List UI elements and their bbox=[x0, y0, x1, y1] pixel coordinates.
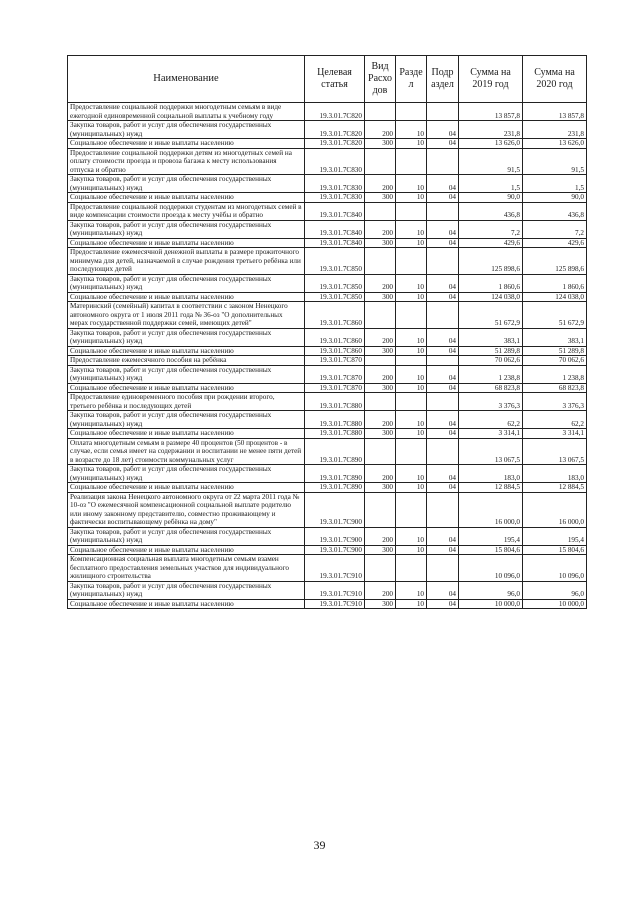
row-subsection bbox=[427, 302, 459, 329]
row-subsection: 04 bbox=[427, 581, 459, 599]
row-sum-2019: 70 062,6 bbox=[459, 356, 523, 366]
row-subsection: 04 bbox=[427, 346, 459, 356]
row-sum-2020: 96,0 bbox=[523, 581, 587, 599]
row-target-article: 19.3.01.7С870 bbox=[305, 356, 365, 366]
table-row bbox=[68, 581, 587, 599]
row-sum-2020: 91,5 bbox=[523, 148, 587, 175]
row-name: Закупка товаров, работ и услуг для обеспечения государственных (муниципальных) нужд bbox=[68, 527, 305, 545]
row-sum-2019: 91,5 bbox=[459, 148, 523, 175]
row-sum-2020: 12 884,5 bbox=[523, 483, 587, 493]
row-subsection bbox=[427, 103, 459, 121]
row-expense-type: 300 bbox=[365, 545, 396, 555]
row-expense-type: 200 bbox=[365, 411, 396, 429]
row-section: 10 bbox=[396, 411, 427, 429]
row-target-article: 19.3.01.7С910 bbox=[305, 555, 365, 582]
row-subsection: 04 bbox=[427, 429, 459, 439]
row-section bbox=[396, 103, 427, 121]
row-expense-type bbox=[365, 148, 396, 175]
table-row bbox=[68, 175, 587, 193]
row-target-article: 19.3.01.7С890 bbox=[305, 438, 365, 465]
row-sum-2019: 10 000,0 bbox=[459, 599, 523, 609]
row-sum-2019: 7,2 bbox=[459, 220, 523, 238]
row-expense-type: 200 bbox=[365, 328, 396, 346]
row-section: 10 bbox=[396, 121, 427, 139]
row-sum-2020: 10 096,0 bbox=[523, 555, 587, 582]
row-target-article: 19.3.01.7С840 bbox=[305, 220, 365, 238]
row-subsection: 04 bbox=[427, 139, 459, 149]
row-subsection bbox=[427, 492, 459, 527]
row-name: Предоставление социальной поддержки детям из многодетных семей на оплату стоимости проезда и провоза багажа к месту использования отпуска и обратно bbox=[68, 148, 305, 175]
row-section bbox=[396, 302, 427, 329]
row-sum-2019: 51 672,9 bbox=[459, 302, 523, 329]
table-row bbox=[68, 139, 587, 149]
row-expense-type: 300 bbox=[365, 429, 396, 439]
row-section bbox=[396, 356, 427, 366]
row-section bbox=[396, 202, 427, 220]
row-sum-2019: 13 067,5 bbox=[459, 438, 523, 465]
row-section: 10 bbox=[396, 365, 427, 383]
row-expense-type: 200 bbox=[365, 581, 396, 599]
table-row bbox=[68, 148, 587, 175]
row-expense-type bbox=[365, 356, 396, 366]
row-expense-type: 200 bbox=[365, 121, 396, 139]
row-subsection bbox=[427, 148, 459, 175]
row-target-article: 19.3.01.7С870 bbox=[305, 383, 365, 393]
row-target-article: 19.3.01.7С850 bbox=[305, 274, 365, 292]
table-row bbox=[68, 393, 587, 411]
table-row bbox=[68, 383, 587, 393]
row-sum-2020: 10 000,0 bbox=[523, 599, 587, 609]
row-expense-type bbox=[365, 555, 396, 582]
row-target-article: 19.3.01.7С890 bbox=[305, 483, 365, 493]
row-sum-2020: 125 898,6 bbox=[523, 248, 587, 275]
row-subsection: 04 bbox=[427, 175, 459, 193]
row-sum-2019: 124 038,0 bbox=[459, 292, 523, 302]
row-subsection: 04 bbox=[427, 274, 459, 292]
row-target-article: 19.3.01.7С860 bbox=[305, 328, 365, 346]
row-name: Оплата многодетным семьям в размере 40 процентов (50 процентов - в случае, если семья имеет на содержании и воспитании не менее пяти детей в возрасте до 18 лет) стоимости коммунальных услуг bbox=[68, 438, 305, 465]
row-sum-2019: 68 823,8 bbox=[459, 383, 523, 393]
row-subsection bbox=[427, 393, 459, 411]
row-subsection: 04 bbox=[427, 220, 459, 238]
table-row bbox=[68, 545, 587, 555]
row-section: 10 bbox=[396, 328, 427, 346]
row-target-article: 19.3.01.7С880 bbox=[305, 429, 365, 439]
row-name: Предоставление социальной поддержки студентам из многодетных семей в виде компенсации стоимости проезда к месту учёбы и обратно bbox=[68, 202, 305, 220]
row-sum-2020: 231,8 bbox=[523, 121, 587, 139]
row-subsection: 04 bbox=[427, 599, 459, 609]
row-target-article: 19.3.01.7С830 bbox=[305, 175, 365, 193]
table-row bbox=[68, 411, 587, 429]
row-name: Социальное обеспечение и иные выплаты населению bbox=[68, 346, 305, 356]
row-target-article: 19.3.01.7С860 bbox=[305, 302, 365, 329]
row-sum-2020: 3 314,1 bbox=[523, 429, 587, 439]
header-sum-2020: Сумма на 2020 год bbox=[523, 56, 587, 103]
row-section: 10 bbox=[396, 429, 427, 439]
row-sum-2019: 1,5 bbox=[459, 175, 523, 193]
row-expense-type bbox=[365, 438, 396, 465]
table-row bbox=[68, 274, 587, 292]
row-sum-2019: 231,8 bbox=[459, 121, 523, 139]
row-target-article: 19.3.01.7С890 bbox=[305, 465, 365, 483]
row-section: 10 bbox=[396, 599, 427, 609]
row-sum-2019: 1 860,6 bbox=[459, 274, 523, 292]
row-section: 10 bbox=[396, 545, 427, 555]
row-sum-2020: 3 376,3 bbox=[523, 393, 587, 411]
row-section: 10 bbox=[396, 292, 427, 302]
row-sum-2019: 62,2 bbox=[459, 411, 523, 429]
row-expense-type: 300 bbox=[365, 193, 396, 203]
row-sum-2019: 183,0 bbox=[459, 465, 523, 483]
row-subsection: 04 bbox=[427, 365, 459, 383]
row-sum-2020: 13 067,5 bbox=[523, 438, 587, 465]
header-expense-type: Вид Расхо дов bbox=[365, 56, 396, 103]
row-section bbox=[396, 248, 427, 275]
row-subsection: 04 bbox=[427, 238, 459, 248]
row-sum-2020: 51 672,9 bbox=[523, 302, 587, 329]
row-sum-2020: 13 626,0 bbox=[523, 139, 587, 149]
row-sum-2019: 125 898,6 bbox=[459, 248, 523, 275]
row-name: Предоставление ежемесячной денежной выплаты в размере прожиточного минимума для детей, назначаемой в случае рождения третьего ребёнка или последующих детей bbox=[68, 248, 305, 275]
row-subsection bbox=[427, 202, 459, 220]
row-section: 10 bbox=[396, 238, 427, 248]
table-row bbox=[68, 599, 587, 609]
row-target-article: 19.3.01.7С850 bbox=[305, 248, 365, 275]
table-row bbox=[68, 121, 587, 139]
table-row bbox=[68, 202, 587, 220]
row-name: Предоставление единовременного пособия при рождении второго, третьего ребёнка и последующих детей bbox=[68, 393, 305, 411]
header-subsection: Подр аздел bbox=[427, 56, 459, 103]
row-subsection: 04 bbox=[427, 328, 459, 346]
row-target-article: 19.3.01.7С900 bbox=[305, 492, 365, 527]
row-subsection bbox=[427, 248, 459, 275]
row-name: Закупка товаров, работ и услуг для обеспечения государственных (муниципальных) нужд bbox=[68, 175, 305, 193]
page-number: 39 bbox=[313, 838, 326, 852]
row-name: Социальное обеспечение и иные выплаты населению bbox=[68, 383, 305, 393]
row-expense-type: 200 bbox=[365, 220, 396, 238]
row-subsection: 04 bbox=[427, 545, 459, 555]
row-name: Предоставление ежемесячного пособия на ребёнка bbox=[68, 356, 305, 366]
row-section: 10 bbox=[396, 581, 427, 599]
row-sum-2020: 62,2 bbox=[523, 411, 587, 429]
row-expense-type bbox=[365, 492, 396, 527]
table-row bbox=[68, 483, 587, 493]
row-name: Реализация закона Ненецкого автономного округа от 22 марта 2011 года № 10-оз "О ежемесячной компенсационной социальной выплате родителю или иному законному представителю, совместно проживающему и фактически воспитывающему ребёнка на дому" bbox=[68, 492, 305, 527]
table-header-row bbox=[68, 56, 587, 103]
row-sum-2019: 13 857,8 bbox=[459, 103, 523, 121]
row-sum-2019: 1 238,8 bbox=[459, 365, 523, 383]
row-name: Социальное обеспечение и иные выплаты населению bbox=[68, 292, 305, 302]
row-subsection bbox=[427, 555, 459, 582]
table-row bbox=[68, 555, 587, 582]
row-section: 10 bbox=[396, 175, 427, 193]
row-name: Социальное обеспечение и иные выплаты населению bbox=[68, 429, 305, 439]
row-section: 10 bbox=[396, 527, 427, 545]
row-expense-type: 200 bbox=[365, 274, 396, 292]
row-target-article: 19.3.01.7С910 bbox=[305, 599, 365, 609]
row-sum-2019: 383,1 bbox=[459, 328, 523, 346]
row-expense-type: 200 bbox=[365, 175, 396, 193]
row-sum-2019: 51 289,8 bbox=[459, 346, 523, 356]
row-section bbox=[396, 393, 427, 411]
row-name: Социальное обеспечение и иные выплаты населению bbox=[68, 483, 305, 493]
row-sum-2019: 96,0 bbox=[459, 581, 523, 599]
table-row bbox=[68, 103, 587, 121]
row-sum-2020: 51 289,8 bbox=[523, 346, 587, 356]
row-name: Закупка товаров, работ и услуг для обеспечения государственных (муниципальных) нужд bbox=[68, 274, 305, 292]
table-row bbox=[68, 292, 587, 302]
row-sum-2019: 429,6 bbox=[459, 238, 523, 248]
row-expense-type: 300 bbox=[365, 599, 396, 609]
row-sum-2019: 436,8 bbox=[459, 202, 523, 220]
row-sum-2020: 1 238,8 bbox=[523, 365, 587, 383]
row-name: Закупка товаров, работ и услуг для обеспечения государственных (муниципальных) нужд bbox=[68, 581, 305, 599]
table-row bbox=[68, 438, 587, 465]
row-section: 10 bbox=[396, 465, 427, 483]
row-target-article: 19.3.01.7С870 bbox=[305, 365, 365, 383]
row-sum-2019: 16 000,0 bbox=[459, 492, 523, 527]
row-subsection: 04 bbox=[427, 527, 459, 545]
row-target-article: 19.3.01.7С880 bbox=[305, 411, 365, 429]
row-sum-2020: 16 000,0 bbox=[523, 492, 587, 527]
row-name: Компенсационная социальная выплата многодетным семьям взамен бесплатного предоставления земельных участков для индивидуального жилищного строительства bbox=[68, 555, 305, 582]
row-sum-2019: 195,4 bbox=[459, 527, 523, 545]
row-expense-type: 300 bbox=[365, 383, 396, 393]
row-target-article: 19.3.01.7С830 bbox=[305, 193, 365, 203]
row-sum-2019: 3 376,3 bbox=[459, 393, 523, 411]
row-sum-2020: 1 860,6 bbox=[523, 274, 587, 292]
budget-table bbox=[67, 55, 587, 609]
header-section: Разде л bbox=[396, 56, 427, 103]
row-name: Материнский (семейный) капитал в соответствии с законом Ненецкого автономного округа от 1 июля 2011 года № 36-оз "О дополнительных мерах государственной поддержки семей, имеющих детей" bbox=[68, 302, 305, 329]
row-name: Закупка товаров, работ и услуг для обеспечения государственных (муниципальных) нужд bbox=[68, 365, 305, 383]
row-sum-2020: 124 038,0 bbox=[523, 292, 587, 302]
row-section: 10 bbox=[396, 483, 427, 493]
row-section bbox=[396, 492, 427, 527]
table-row bbox=[68, 248, 587, 275]
table-row bbox=[68, 356, 587, 366]
row-name: Социальное обеспечение и иные выплаты населению bbox=[68, 193, 305, 203]
row-section: 10 bbox=[396, 383, 427, 393]
header-target-article: Целевая статья bbox=[305, 56, 365, 103]
row-expense-type: 200 bbox=[365, 365, 396, 383]
row-expense-type: 300 bbox=[365, 238, 396, 248]
row-target-article: 19.3.01.7С820 bbox=[305, 103, 365, 121]
row-target-article: 19.3.01.7С900 bbox=[305, 545, 365, 555]
row-expense-type: 200 bbox=[365, 465, 396, 483]
row-section: 10 bbox=[396, 193, 427, 203]
row-section: 10 bbox=[396, 346, 427, 356]
row-name: Социальное обеспечение и иные выплаты населению bbox=[68, 238, 305, 248]
row-name: Закупка товаров, работ и услуг для обеспечения государственных (муниципальных) нужд bbox=[68, 328, 305, 346]
row-expense-type: 300 bbox=[365, 346, 396, 356]
table-row bbox=[68, 220, 587, 238]
row-name: Закупка товаров, работ и услуг для обеспечения государственных (муниципальных) нужд bbox=[68, 121, 305, 139]
row-sum-2020: 183,0 bbox=[523, 465, 587, 483]
row-section: 10 bbox=[396, 274, 427, 292]
row-expense-type: 300 bbox=[365, 139, 396, 149]
table-row bbox=[68, 346, 587, 356]
row-sum-2019: 90,0 bbox=[459, 193, 523, 203]
row-target-article: 19.3.01.7С820 bbox=[305, 139, 365, 149]
row-target-article: 19.3.01.7С880 bbox=[305, 393, 365, 411]
table-row bbox=[68, 328, 587, 346]
table-row bbox=[68, 193, 587, 203]
row-expense-type bbox=[365, 103, 396, 121]
row-subsection: 04 bbox=[427, 121, 459, 139]
table-row bbox=[68, 302, 587, 329]
row-target-article: 19.3.01.7С850 bbox=[305, 292, 365, 302]
row-expense-type bbox=[365, 393, 396, 411]
row-sum-2020: 1,5 bbox=[523, 175, 587, 193]
row-target-article: 19.3.01.7С830 bbox=[305, 148, 365, 175]
row-subsection: 04 bbox=[427, 383, 459, 393]
row-expense-type bbox=[365, 248, 396, 275]
row-sum-2020: 383,1 bbox=[523, 328, 587, 346]
row-section bbox=[396, 438, 427, 465]
row-subsection: 04 bbox=[427, 193, 459, 203]
row-name: Социальное обеспечение и иные выплаты населению bbox=[68, 599, 305, 609]
row-subsection bbox=[427, 438, 459, 465]
table-row bbox=[68, 465, 587, 483]
row-section bbox=[396, 555, 427, 582]
row-subsection: 04 bbox=[427, 483, 459, 493]
row-sum-2019: 3 314,1 bbox=[459, 429, 523, 439]
row-sum-2019: 12 884,5 bbox=[459, 483, 523, 493]
row-name: Закупка товаров, работ и услуг для обеспечения государственных (муниципальных) нужд bbox=[68, 465, 305, 483]
header-name: Наименование bbox=[68, 56, 305, 103]
row-subsection: 04 bbox=[427, 292, 459, 302]
row-sum-2020: 7,2 bbox=[523, 220, 587, 238]
row-target-article: 19.3.01.7С900 bbox=[305, 527, 365, 545]
row-section: 10 bbox=[396, 139, 427, 149]
table-row bbox=[68, 429, 587, 439]
row-sum-2019: 10 096,0 bbox=[459, 555, 523, 582]
row-target-article: 19.3.01.7С910 bbox=[305, 581, 365, 599]
row-target-article: 19.3.01.7С840 bbox=[305, 202, 365, 220]
row-sum-2020: 429,6 bbox=[523, 238, 587, 248]
row-target-article: 19.3.01.7С820 bbox=[305, 121, 365, 139]
row-name: Закупка товаров, работ и услуг для обеспечения государственных (муниципальных) нужд bbox=[68, 411, 305, 429]
row-name: Предоставление социальной поддержки многодетным семьям в виде ежегодной единовременной социальной выплаты к учебному году bbox=[68, 103, 305, 121]
table-row bbox=[68, 527, 587, 545]
header-sum-2019: Сумма на 2019 год bbox=[459, 56, 523, 103]
row-expense-type: 200 bbox=[365, 527, 396, 545]
row-sum-2020: 90,0 bbox=[523, 193, 587, 203]
table-row bbox=[68, 365, 587, 383]
row-expense-type bbox=[365, 302, 396, 329]
row-subsection: 04 bbox=[427, 465, 459, 483]
row-sum-2020: 68 823,8 bbox=[523, 383, 587, 393]
row-subsection: 04 bbox=[427, 411, 459, 429]
row-expense-type: 300 bbox=[365, 483, 396, 493]
row-sum-2020: 13 857,8 bbox=[523, 103, 587, 121]
row-expense-type: 300 bbox=[365, 292, 396, 302]
row-expense-type bbox=[365, 202, 396, 220]
row-sum-2020: 70 062,6 bbox=[523, 356, 587, 366]
row-section: 10 bbox=[396, 220, 427, 238]
row-target-article: 19.3.01.7С840 bbox=[305, 238, 365, 248]
row-subsection bbox=[427, 356, 459, 366]
row-sum-2019: 15 804,6 bbox=[459, 545, 523, 555]
row-name: Социальное обеспечение и иные выплаты населению bbox=[68, 139, 305, 149]
table-row bbox=[68, 492, 587, 527]
row-target-article: 19.3.01.7С860 bbox=[305, 346, 365, 356]
row-sum-2020: 195,4 bbox=[523, 527, 587, 545]
row-name: Закупка товаров, работ и услуг для обеспечения государственных (муниципальных) нужд bbox=[68, 220, 305, 238]
row-sum-2019: 13 626,0 bbox=[459, 139, 523, 149]
row-sum-2020: 15 804,6 bbox=[523, 545, 587, 555]
table-row bbox=[68, 238, 587, 248]
row-name: Социальное обеспечение и иные выплаты населению bbox=[68, 545, 305, 555]
row-section bbox=[396, 148, 427, 175]
row-sum-2020: 436,8 bbox=[523, 202, 587, 220]
